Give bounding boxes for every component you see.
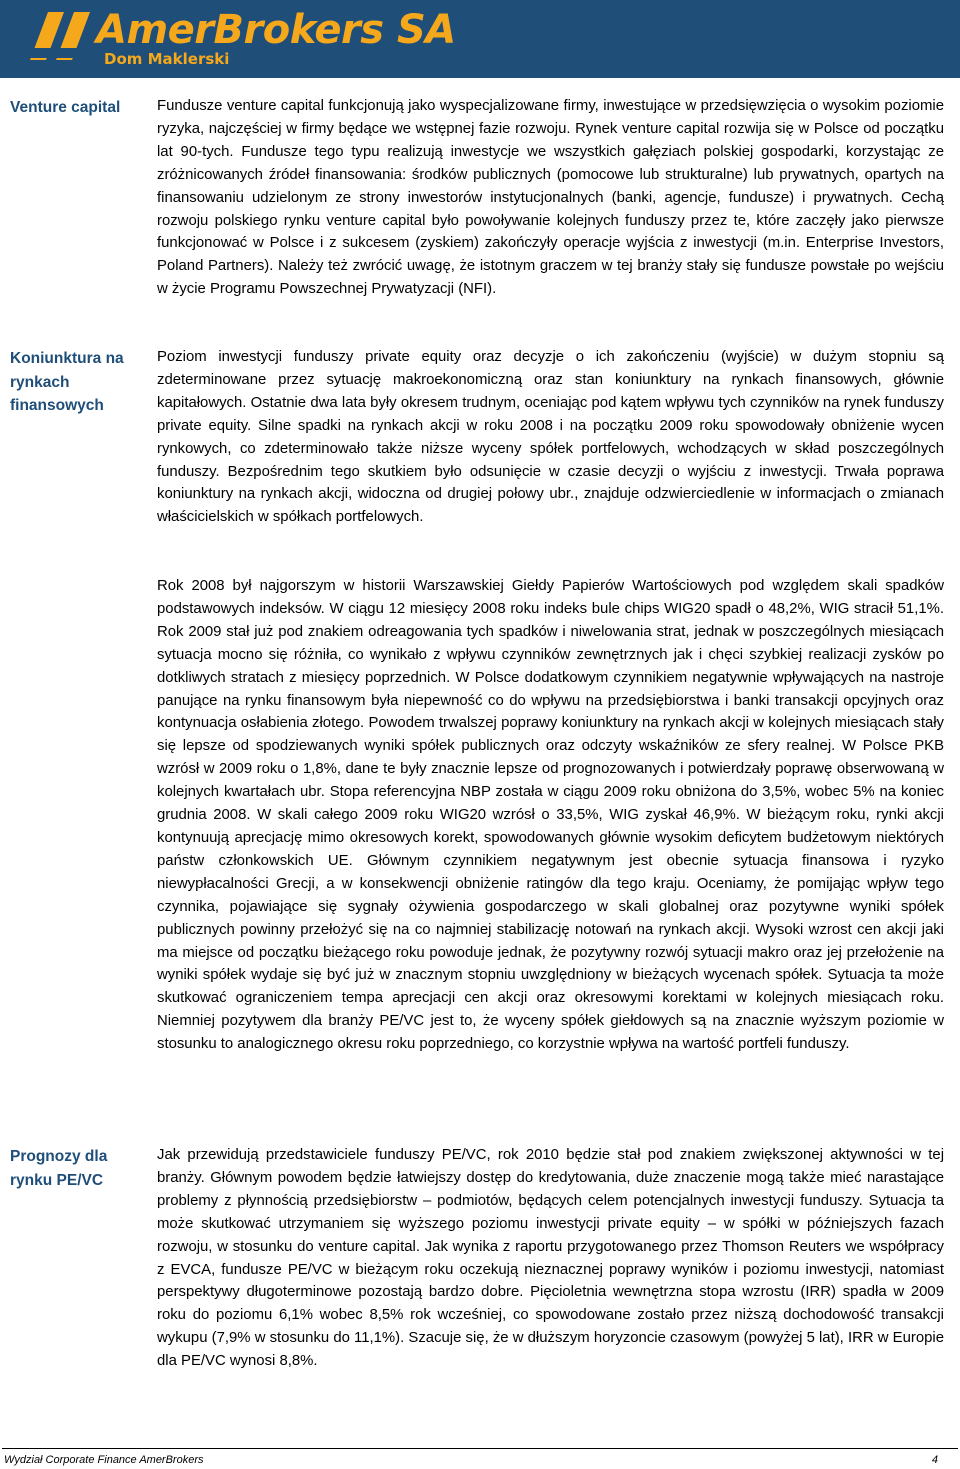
page-number: 4 (931, 1454, 938, 1466)
brand-name: AmerBrokers SA (96, 7, 456, 53)
section-label-prognozy: Prognozy dla rynku PE/VC (10, 1148, 108, 1189)
section-label-koniunktura: Koniunktura na rynkach finansowych (10, 350, 124, 414)
header-band (0, 0, 960, 78)
paragraph-venture-capital: Fundusze venture capital funkcjonują jako wyspecjalizowane firmy, inwestujące w przedsięwzięcia o wysokim poziomie ryzyka, najczęściej w firmy będące we wstępnej fazie rozwoju. Rynek venture capital rozwija się w Polsce od początku lat 90-tych. Fundusze tego typu realizują inwestycje we wszystkich gałęziach polskiej gospodarki, korzystając ze zróżnicowanych źródeł finansowania: środków publicznych (pomocowe lub strukturalne) lub prywatnych, opartych na finansowaniu udzielonym ze strony inwestorów instytucjonalnych (banki, agencje, fundusze) i prywatnych. Cechą rozwoju polskiego rynku venture capital było powoływanie kolejnych funduszy przez te, które zaczęły jako pierwsze funkcjonować w Polsce i z sukcesem (zyskiem) zakończyły operacje wyjścia z inwestycji (m.in. Enterprise Investors, Poland Partners). Należy też zwrócić uwagę, że istotnym graczem w tej branży stały się fundusze powstałe po wejściu w życie Programu Powszechnej Prywatyzacji (NFI). (157, 98, 944, 298)
logo-icon (26, 8, 94, 64)
paragraph-prognozy: Jak przewidują przedstawiciele funduszy PE/VC, rok 2010 będzie stał pod znakiem zwiększonej aktywności w tej branży. Głównym powodem będzie łatwiejszy dostęp do kredytowania, duże znaczenie mogą także mieć narastające problemy z płynnością przedsiębiorstw – podmiotów, będących celem potencjalnych inwestycji funduszy. Sytuacja ta może skutkować utrzymaniem się wyższego poziomu inwestycji private equity – w spółki w późniejszych fazach rozwoju, w stosunku do venture capital. Jak wynika z raportu przygotowanego przez Thomson Reuters we współpracy z EVCA, fundusze PE/VC w bieżącym roku oczekują nieznacznej poprawy wyników i poziomu inwestycji, natomiast perspektywy długoterminowe pozostają bardzo dobre. Pięcioletnia wewnętrzna stopa wzrostu (IRR) spadła w 2009 roku do poziomu 6,1% wobec 8,5% rok wcześniej, co spowodowane zostało przez niższą dochodowość transakcji wykupu (7,9% w stosunku do 11,1%). Szacuje się, że w dłuższym horyzoncie czasowym (powyżej 5 lat), IRR w Europie dla PE/VC wynosi 8,8%. (157, 1147, 944, 1370)
brand-subtitle: Dom Maklerski (104, 50, 230, 68)
paragraph-koniunktura-2: Rok 2008 był najgorszym w historii Warszawskiej Giełdy Papierów Wartościowych pod względem skali spadków podstawowych indeksów. W ciągu 12 miesięcy 2008 roku indeks bule chips WIG20 spadł o 48,2%, WIG stracił 51,1%. Rok 2009 stał już pod znakiem odreagowania tych spadków i niwelowania strat, jednak w poszczególnych miesiącach sytuacja mocno się różniła, co wynikało z wpływu czynników zewnętrznych jak i chęci szybkiej realizacji zysków po dotkliwych stratach z miesięcy poprzednich. W Polsce dodatkowym czynnikiem negatywnie wpływających na nastroje panujące na rynku finansowym była niepewność co do wpływu na przedsiębiorstwa i banki transakcji opcyjnych oraz kontynuacja osłabienia złotego. Powodem trwalszej poprawy koniunktury na rynkach akcji w kolejnych miesiącach stały się lepsze od spodziewanych wyniki spółek publicznych oraz odczyty wskaźników ze sfery realnej. W Polsce PKB wzrósł w 2009 roku o 1,8%, dane te były znacznie lepsze od prognozowanych i potwierdzały poprawę obserwowaną w kolejnych kwartałach ubr. Stopa referencyjna NBP została w ciągu 2009 roku obniżona do 3,5%, wobec 5% na koniec grudnia 2008. W skali całego 2009 roku WIG20 wzrósł o 33,5%, WIG zyskał 46,9%. W bieżącym roku, rynki akcji kontynuują aprecjację mimo okresowych korekt, spowodowanych głównie wysokim deficytem budżetowym niektórych państw członkowskich UE. Głównym czynnikiem negatywnym jest obecnie sytuacja finansowa i ryzyko niewypłacalności Grecji, a w konsekwencji obniżenie ratingów dla tego kraju. Oceniamy, że pomijając wpływ tego czynnika, pojawiające się sygnały ożywienia gospodarczego w skali globalnej oraz pozytywne wyniki spółek publicznych powinny przełożyć się na co najmniej stabilizację notowań na rynkach akcji. Wysoki wzrost cen akcji jaki ma miejsce od początku bieżącego roku powoduje jednak, że pozytywny rozwój sytuacji makro oraz jej przełożenie na wyniki spółek wydaje się być już w znacznym stopniu uwzględniony w bieżących wycenach spółek. Sytuacja ta może skutkować ograniczeniem tempa aprecjacji cen akcji oraz okresowymi korektami w kolejnych miesiącach roku. Niemniej pozytywem dla branży PE/VC jest to, że wyceny spółek giełdowych są na znacznie wyższym poziomie w stosunku to analogicznego okresu roku poprzedniego, co korzystnie wpływa na wartość portfeli funduszy. (157, 578, 944, 1053)
footer-divider (2, 1448, 958, 1449)
paragraph-koniunktura-1: Poziom inwestycji funduszy private equity oraz decyzje o ich zakończeniu (wyjście) w dużym stopniu są zdeterminowane przez sytuację makroekonomiczną oraz stan koniunktury na rynkach finansowych, głównie kapitałowych. Ostatnie dwa lata były okresem trudnym, oceniając pod kątem wpływu tych czynników na rynek funduszy private equity. Silne spadki na rynkach akcji w roku 2008 i na początku 2009 roku spowodowały obniżenie wycen rynkowych, co zdeterminowało także niższe wyceny spółek portfelowych, wchodzących w skład poszczególnych funduszy. Bezpośrednim tego skutkiem było odsunięcie w czasie decyzji o wyjściu z inwestycji. Trwała poprawa koniunktury na rynkach akcji, widoczna od drugiej połowy ubr., znajduje odzwierciedlenie w informacjach o zmianach właścicielskich w spółkach portfelowych. (157, 349, 944, 526)
section-label-venture-capital: Venture capital (10, 99, 121, 116)
footer-text: Wydział Corporate Finance AmerBrokers (4, 1454, 204, 1466)
